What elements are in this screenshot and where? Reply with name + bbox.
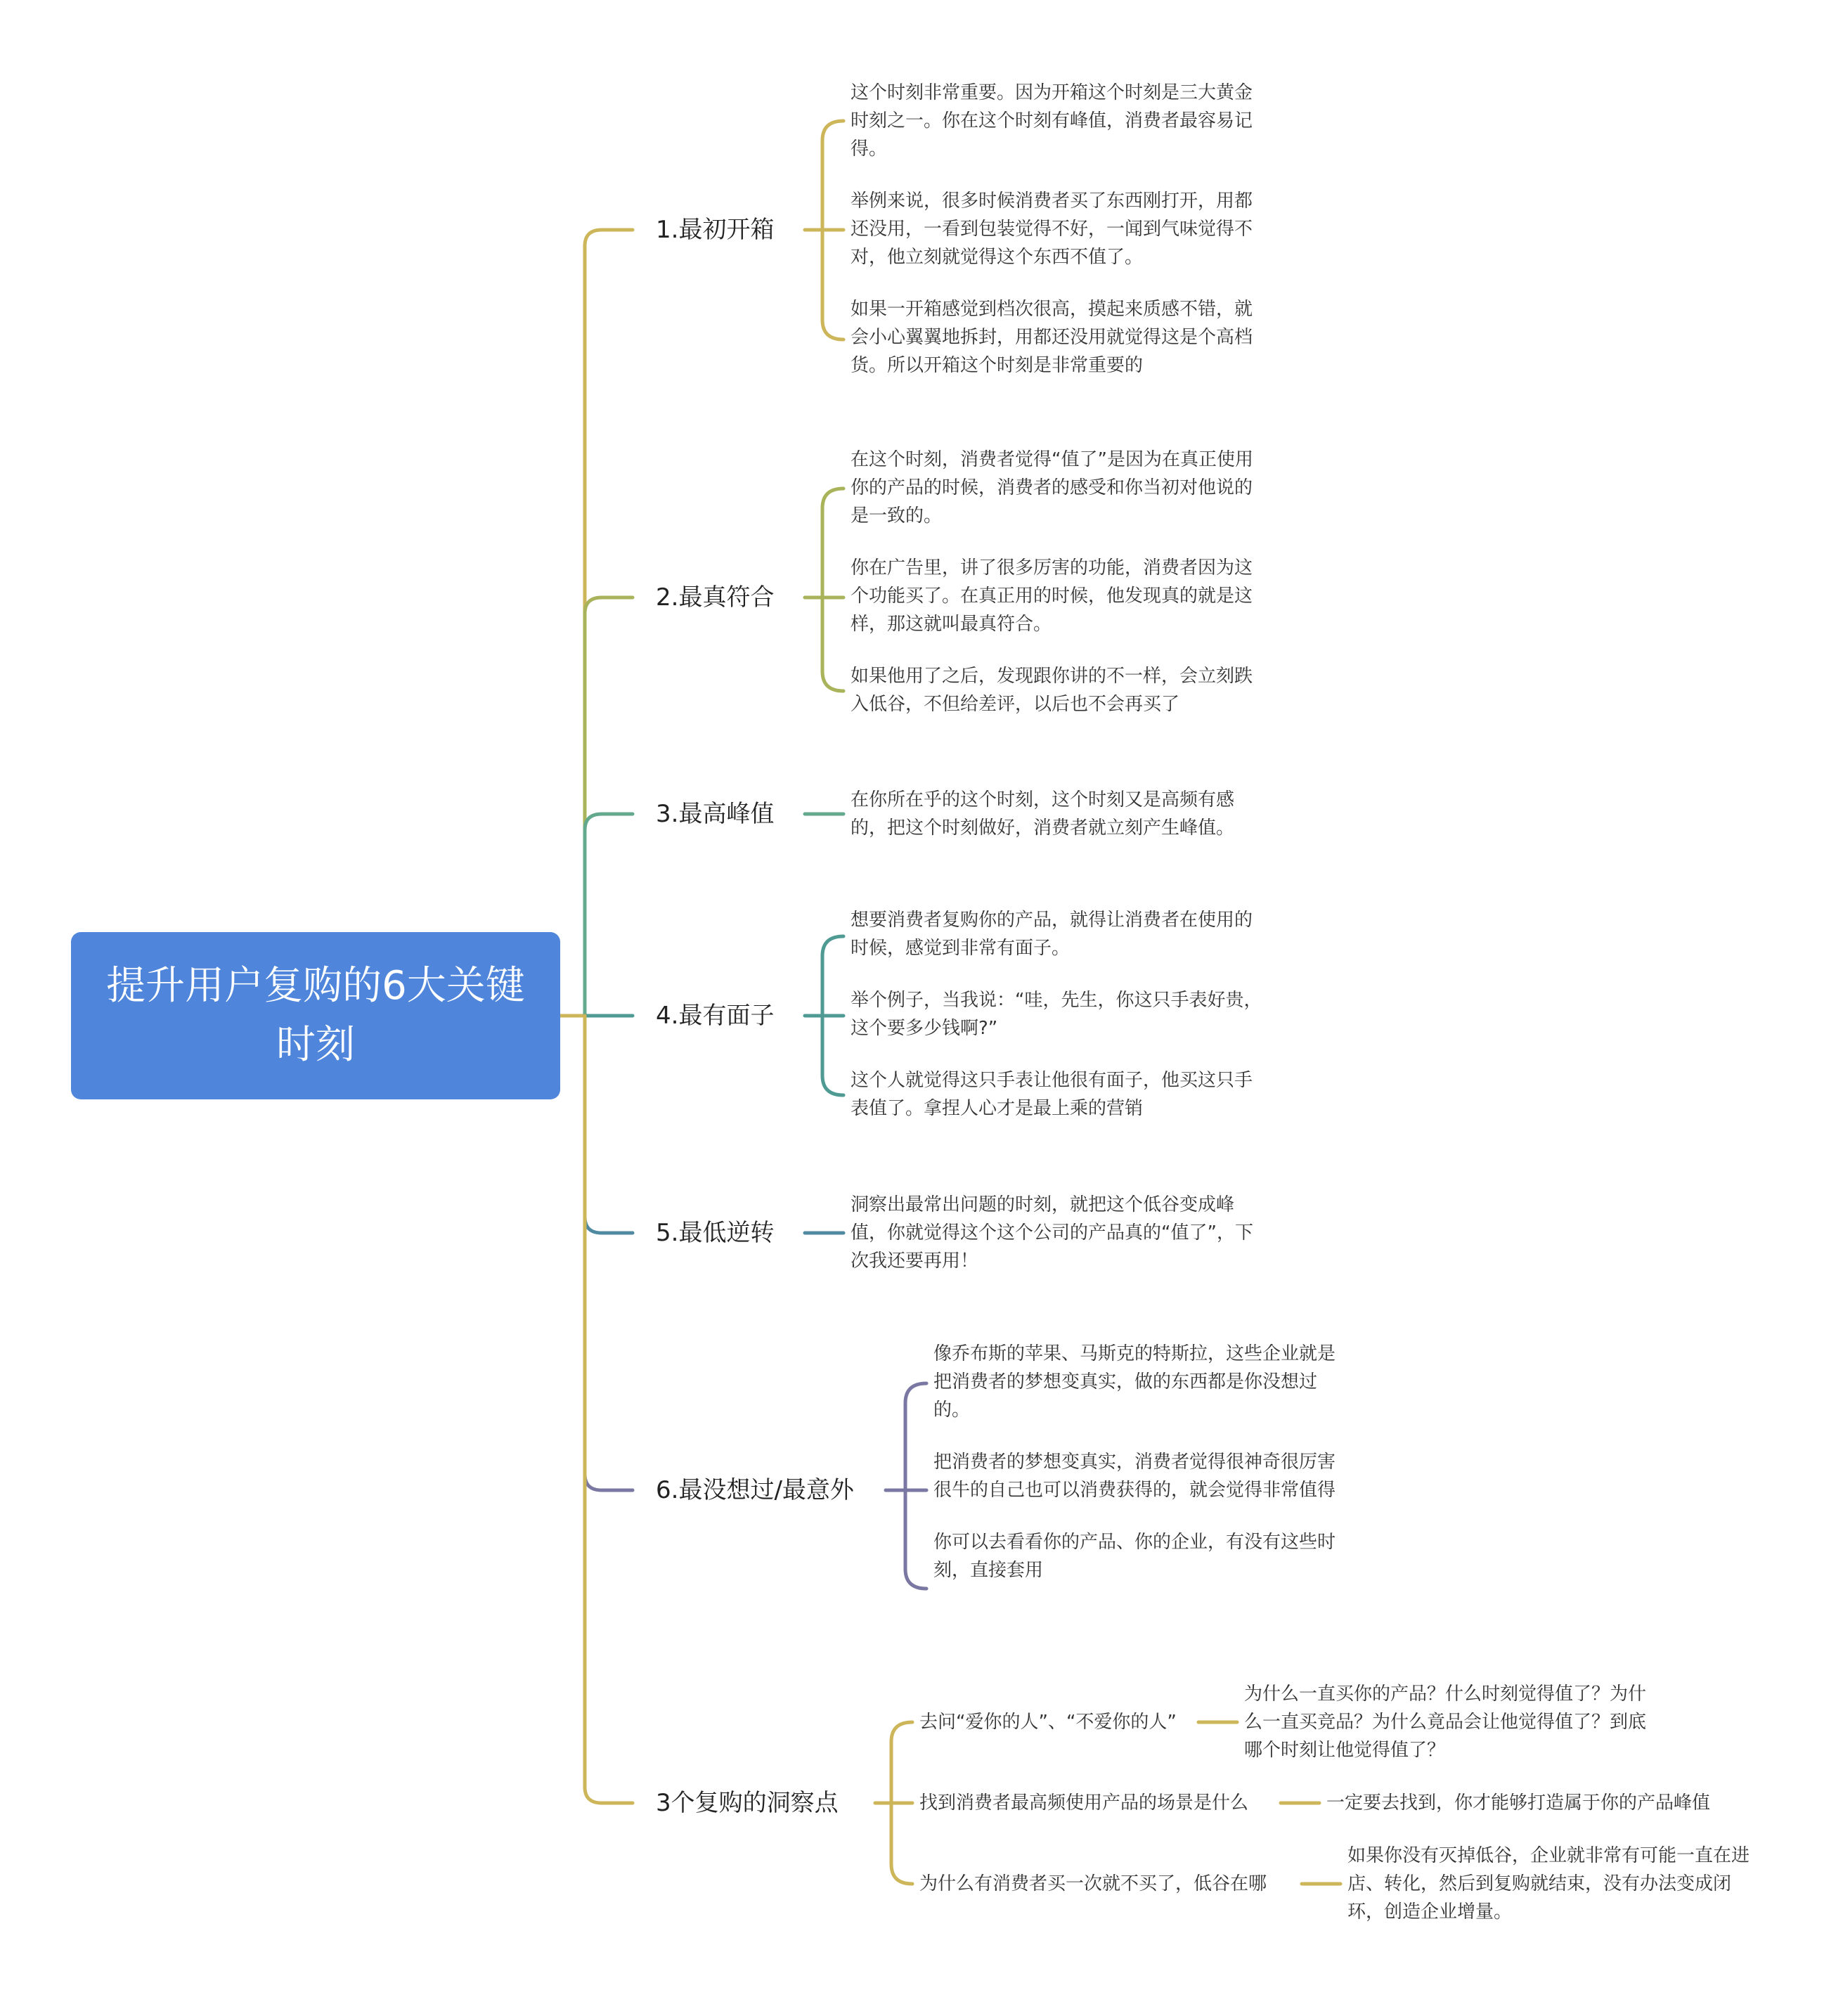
branch-5-note-1: 洞察出最常出问题的时刻，就把这个低谷变成峰值，你就觉得这个这个公司的产品真的“值了”，下次我还要再用！ bbox=[851, 1194, 1253, 1272]
branch-2-note-2: 你在广告里，讲了很多厉害的功能，消费者因为这个功能买了。在真正用的时候，他发现真的就是这样，那这就叫最真符合。 bbox=[851, 557, 1253, 635]
insight-1-label[interactable]: 去问“爱你的人”、“不爱你的人” bbox=[919, 1712, 1177, 1733]
branch-3-label[interactable]: 3.最高峰值 bbox=[656, 800, 775, 828]
branch-6-label[interactable]: 6.最没想过/最意外 bbox=[656, 1476, 854, 1504]
branch-3-note-1: 在你所在乎的这个时刻，这个时刻又是高频有感的，把这个时刻做好，消费者就立刻产生峰值。 bbox=[851, 789, 1235, 839]
insight-1-note: 为什么一直买你的产品？什么时刻觉得值了？为什么一直买竞品？为什么竟品会让他觉得值了？到底哪个时刻让他觉得值了？ bbox=[1244, 1684, 1647, 1761]
branch-1-note-2: 举例来说，很多时候消费者买了东西刚打开，用都还没用，一看到包装觉得不好，一闻到气味觉得不对，他立刻就觉得这个东西不值了。 bbox=[851, 190, 1253, 268]
branch-3-notes[interactable] bbox=[851, 786, 1265, 842]
branch-2-notes[interactable] bbox=[851, 446, 1265, 718]
branch-6-note-3: 你可以去看看你的产品、你的企业，有没有这些时刻，直接套用 bbox=[933, 1532, 1336, 1581]
branch-7-label[interactable]: 3个复购的洞察点 bbox=[656, 1789, 839, 1817]
insight-3-label[interactable]: 为什么有消费者买一次就不买了，低谷在哪 bbox=[919, 1873, 1267, 1894]
branch-2-note-1: 在这个时刻，消费者觉得“值了”是因为在真正使用你的产品的时候，消费者的感受和你当初对他说的是一致的。 bbox=[851, 449, 1253, 526]
branch-6-notes[interactable] bbox=[933, 1340, 1348, 1584]
branch-6-note-1: 像乔布斯的苹果、马斯克的特斯拉，这些企业就是把消费者的梦想变真实，做的东西都是你没想过的。 bbox=[933, 1343, 1336, 1421]
branch-2-note-3: 如果他用了之后，发现跟你讲的不一样，会立刻跌入低谷，不但给差评，以后也不会再买了 bbox=[851, 666, 1253, 715]
branch-2-label[interactable]: 2.最真符合 bbox=[656, 583, 775, 612]
branch-4-label[interactable]: 4.最有面子 bbox=[656, 1002, 775, 1030]
branch-5-label[interactable]: 5.最低逆转 bbox=[656, 1219, 775, 1247]
branch-1-note-3: 如果一开箱感觉到档次很高，摸起来质感不错，就会小心翼翼地拆封，用都还没用就觉得这是个高档货。所以开箱这个时刻是非常重要的 bbox=[851, 299, 1253, 376]
branch-1-label[interactable]: 1.最初开箱 bbox=[656, 216, 775, 244]
branch-4-note-2: 举个例子，当我说：“哇，先生，你这只手表好贵，这个要多少钱啊?” bbox=[851, 990, 1262, 1039]
insight-2-note: 一定要去找到，你才能够打造属于你的产品峰值 bbox=[1326, 1792, 1711, 1814]
root-title: 提升用户复购的6大关键时刻 bbox=[106, 963, 525, 1068]
branch-5-notes[interactable] bbox=[851, 1191, 1265, 1275]
branch-1-notes[interactable] bbox=[851, 79, 1265, 380]
branch-4-notes[interactable] bbox=[851, 906, 1265, 1123]
root-topic[interactable] bbox=[71, 932, 560, 1099]
insight-3-note: 如果你没有灭掉低谷，企业就非常有可能一直在进店、转化，然后到复购就结束，没有办法变成闭环，创造企业增量。 bbox=[1347, 1845, 1750, 1923]
branch-4-note-1: 想要消费者复购你的产品，就得让消费者在使用的时候，感觉到非常有面子。 bbox=[851, 910, 1253, 959]
branch-4-note-3: 这个人就觉得这只手表让他很有面子，他买这只手表值了。拿捏人心才是最上乘的营销 bbox=[851, 1070, 1253, 1119]
insight-2-label[interactable]: 找到消费者最高频使用产品的场景是什么 bbox=[919, 1792, 1249, 1814]
branch-6-note-2: 把消费者的梦想变真实，消费者觉得很神奇很厉害很牛的自己也可以消费获得的，就会觉得非常值得 bbox=[933, 1452, 1336, 1501]
branch-1-note-1: 这个时刻非常重要。因为开箱这个时刻是三大黄金时刻之一。你在这个时刻有峰值，消费者最容易记得。 bbox=[851, 82, 1253, 160]
